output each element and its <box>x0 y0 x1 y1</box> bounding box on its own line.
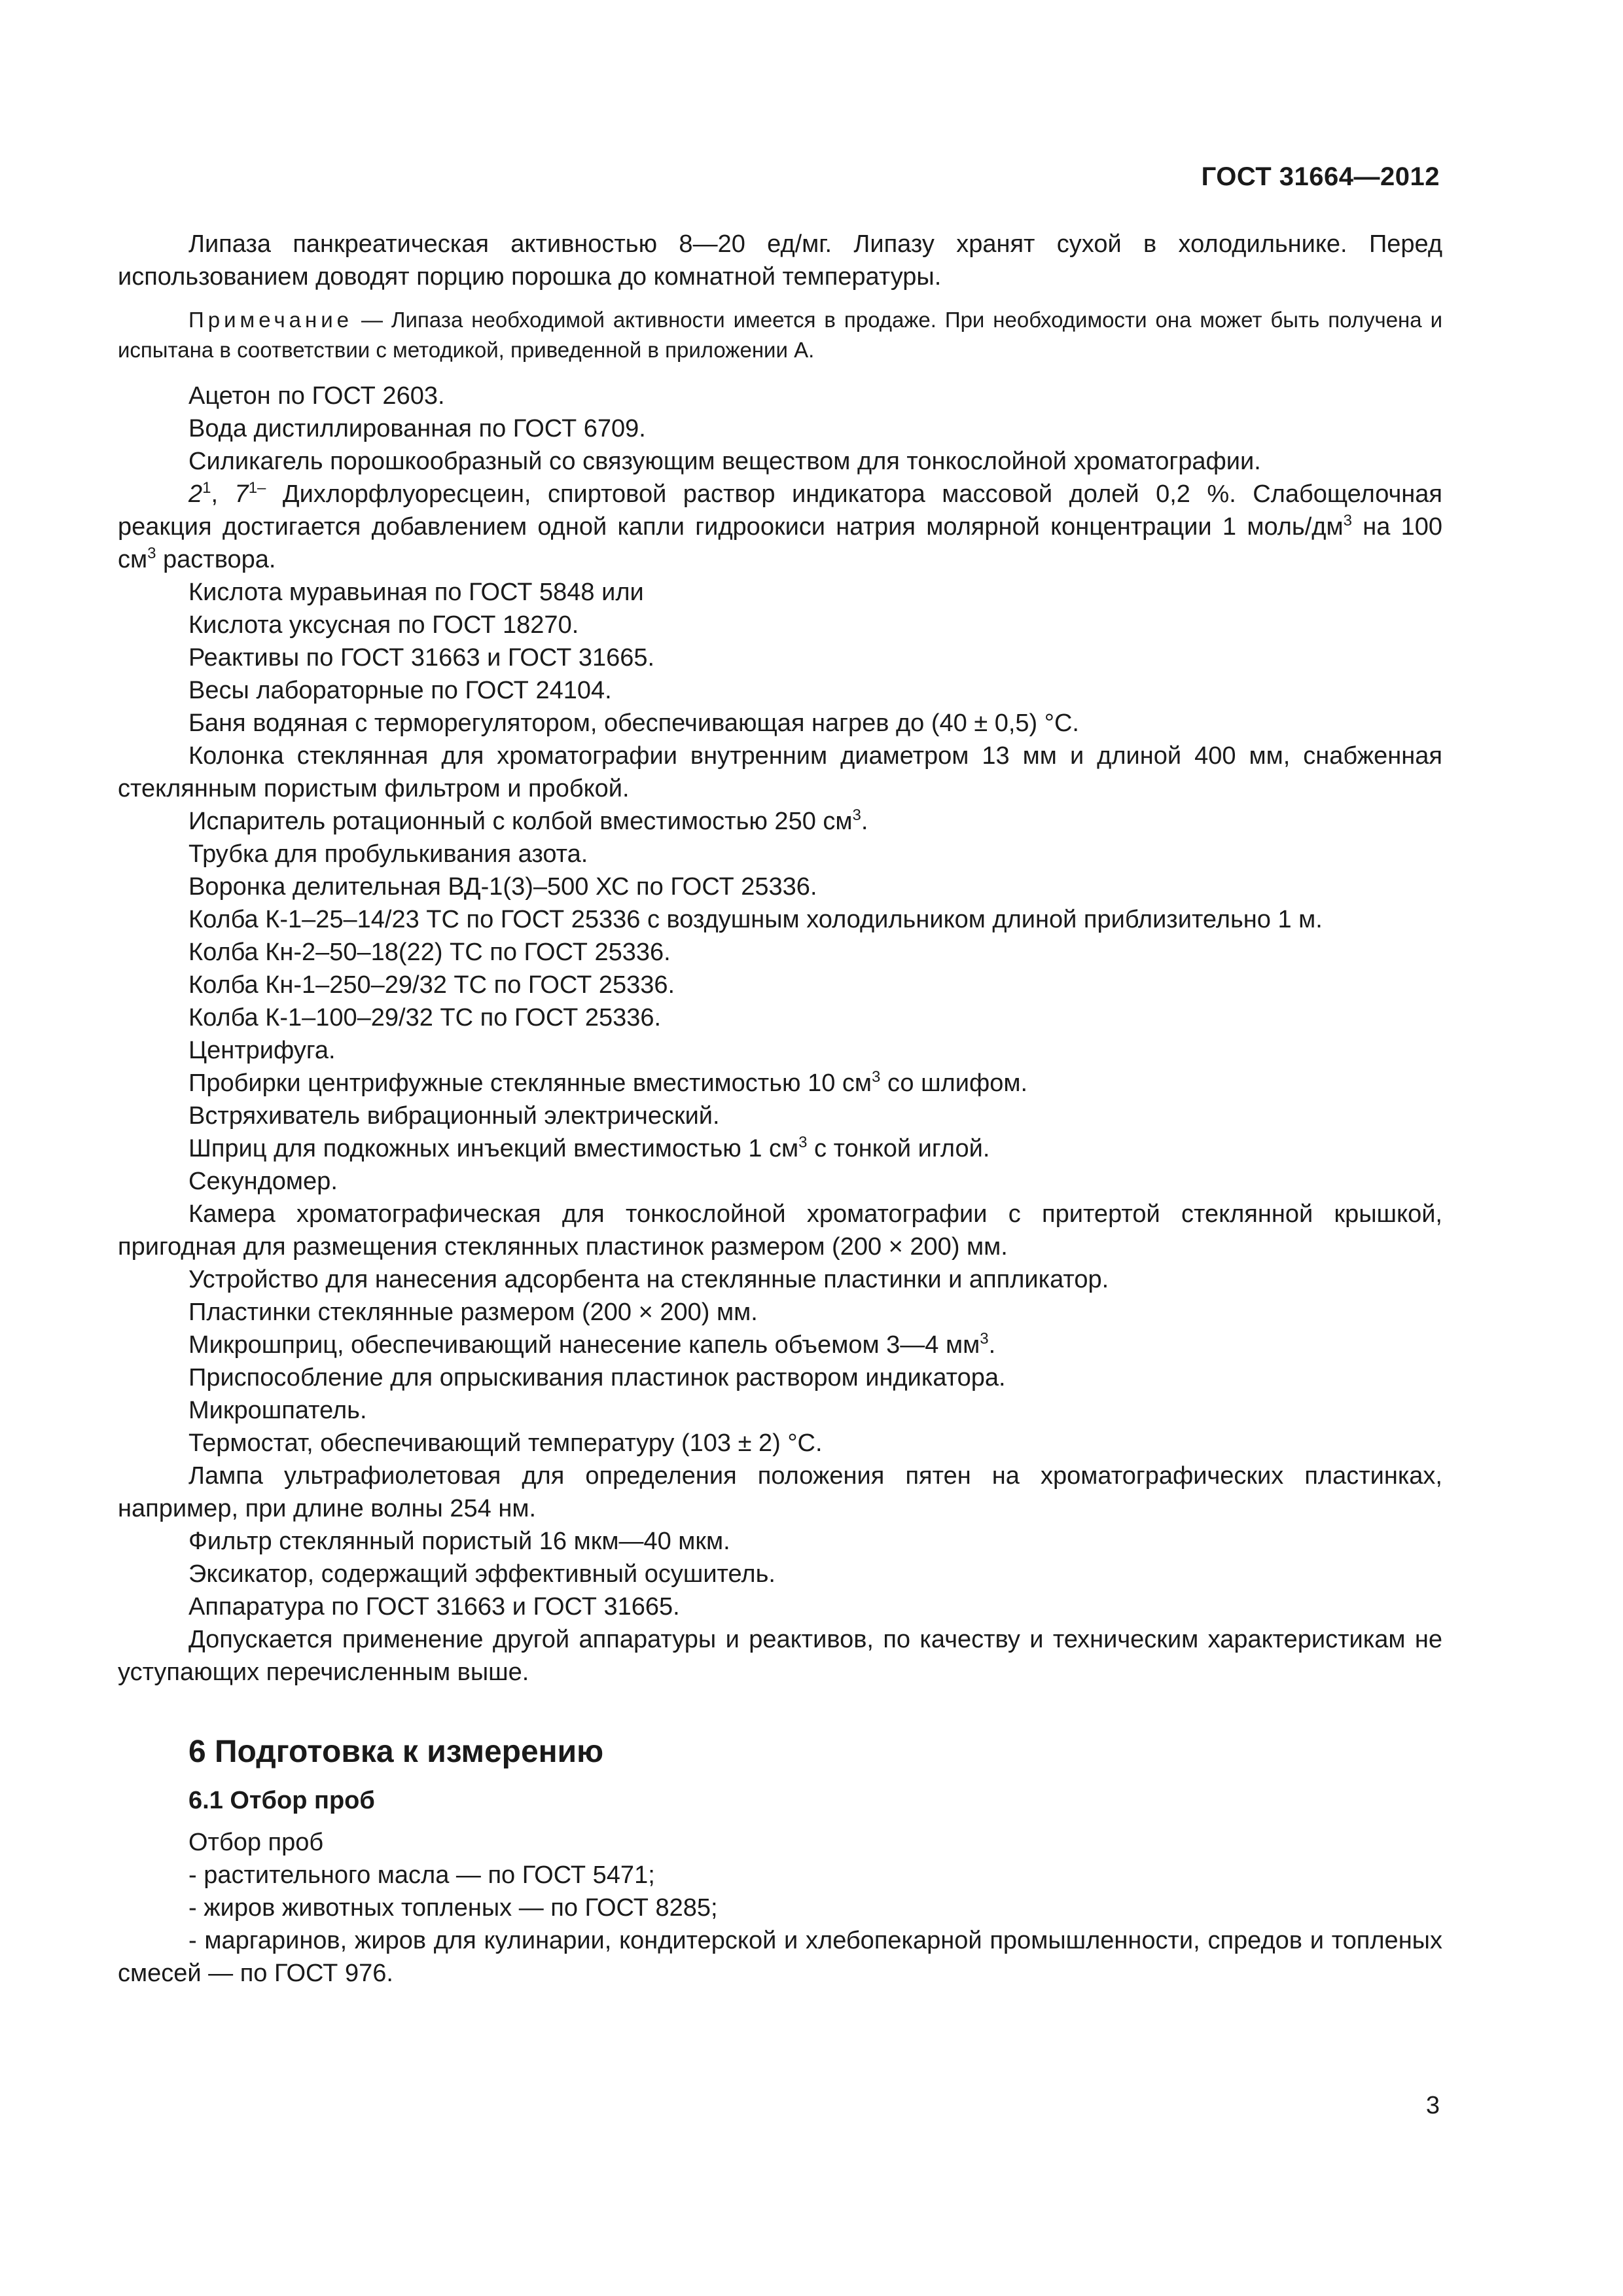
list-item: Пластинки стеклянные размером (200 × 200) мм. <box>188 1299 758 1326</box>
list-item: Колба Кн-1–250–29/32 ТС по ГОСТ 25336. <box>188 971 675 999</box>
list-item: Колба К-1–25–14/23 ТС по ГОСТ 25336 с воздушным холодильником длиной приблизительно 1 м. <box>188 906 1323 933</box>
list-item: Ацетон по ГОСТ 2603. <box>188 382 445 410</box>
note-label: Примечание <box>188 308 353 332</box>
list-item: Силикагель порошкообразный со связующим веществом для тонкослойной хроматографии. <box>188 448 1261 475</box>
list-item: Эксикатор, содержащий эффективный осушитель. <box>188 1560 776 1588</box>
note-paragraph <box>118 305 1442 365</box>
list-item: Аппаратура по ГОСТ 31663 и ГОСТ 31665. <box>188 1593 680 1621</box>
list-item: Секундомер. <box>188 1168 338 1195</box>
list-item: Весы лабораторные по ГОСТ 24104. <box>188 677 612 704</box>
list-item: Колба К-1–100–29/32 ТС по ГОСТ 25336. <box>188 1004 662 1031</box>
list-item: Трубка для пробулькивания азота. <box>188 840 588 868</box>
list-item: Камера хроматографическая для тонкослойной хроматографии с притертой стеклянной крышкой, пригодная для размещения стеклянных пластинок размером (200 × 200) мм. <box>118 1200 1442 1261</box>
list-item: Реактивы по ГОСТ 31663 и ГОСТ 31665. <box>188 644 655 672</box>
list-item-microsyringe: Микрошприц, обеспечивающий нанесение капель объемом 3—4 $мм^3$. <box>188 1330 996 1359</box>
paragraph-sampling-intro: Отбор проб <box>188 1829 324 1856</box>
list-item-syringe: Шприц для подкожных инъекций вместимостью 1 $см^3$ с тонкой иглой. <box>188 1134 990 1162</box>
list-item: Баня водяная с терморегулятором, обеспечивающая нагрев до (40 ± 0,5) °С. <box>188 709 1079 737</box>
indicator-number-1: 2 <box>188 480 203 508</box>
document-body <box>118 228 1442 1990</box>
list-item: Лампа ультрафиолетовая для определения положения пятен на хроматографических пластинках, например, при длине волны 254 нм. <box>118 1462 1442 1522</box>
list-item: Кислота муравьиная по ГОСТ 5848 или <box>188 579 644 606</box>
page-number: 3 <box>1425 2092 1440 2119</box>
list-item: Фильтр стеклянный пористый 16 мкм—40 мкм. <box>188 1528 730 1555</box>
section-heading: 6 Подготовка к измерению <box>188 1734 604 1769</box>
list-item: Допускается применение другой аппаратуры и реактивов, по качеству и техническим характеристикам не уступающих перечисленным выше. <box>118 1626 1442 1686</box>
list-item: - растительного масла — по ГОСТ 5471; <box>188 1861 655 1889</box>
list-item: Воронка делительная ВД-1(3)–500 ХС по ГОСТ 25336. <box>188 873 817 901</box>
list-item-evaporator: Испаритель ротационный с колбой вместимостью 250 $см^3$. <box>188 806 868 835</box>
list-item: Колонка стеклянная для хроматографии внутренним диаметром 13 мм и длиной 400 мм, снабженная стеклянным пористым фильтром и пробкой. <box>118 742 1442 802</box>
list-item: Центрифуга. <box>188 1037 336 1064</box>
paragraph-lipase: Липаза панкреатическая активностью 8—20 ед/мг. Липазу хранят сухой в холодильнике. Перед использованием доводят порцию порошка до комнатной температуры. <box>118 230 1442 291</box>
list-item: Микрошпатель. <box>188 1397 367 1424</box>
list-item: - маргаринов, жиров для кулинарии, кондитерской и хлебопекарной промышленности, спредов и топленых смесей — по ГОСТ 976. <box>118 1927 1442 1987</box>
list-item: Вода дистиллированная по ГОСТ 6709. <box>188 415 646 442</box>
indicator-number-2: 7 <box>234 480 249 508</box>
list-item: Кислота уксусная по ГОСТ 18270. <box>188 611 579 639</box>
list-item: Колба Кн-2–50–18(22) ТС по ГОСТ 25336. <box>188 939 671 966</box>
subsection-heading: 6.1 Отбор проб <box>188 1787 375 1814</box>
note-text: — Липаза необходимой активности имеется в продаже. При необходимости она может быть получена и испытана в соответствии с методикой, приведенной в приложении А. <box>118 308 1442 362</box>
list-item: - жиров животных топленых — по ГОСТ 8285; <box>188 1894 718 1922</box>
list-item: Приспособление для опрыскивания пластинок раствором индикатора. <box>188 1364 1006 1391</box>
list-item-tubes: Пробирки центрифужные стеклянные вместимостью 10 $см^3$ со шлифом. <box>188 1068 1028 1097</box>
list-item: Термостат, обеспечивающий температуру (103 ± 2) °С. <box>188 1429 823 1457</box>
list-item: Встряхиватель вибрационный электрический. <box>188 1102 720 1130</box>
document-code: ГОСТ 31664—2012 <box>1201 162 1440 191</box>
list-item: Устройство для нанесения адсорбента на стеклянные пластинки и аппликатор. <box>188 1266 1109 1293</box>
paragraph-indicator: $2^1$, $7^{1-}$ Дихлорфлуоресцеин, спиртовой раствор индикатора массовой долей 0,2 %. Слабощелочная реакция достигается добавлением одной капли гидроокиси натрия молярной концентрации 1 моль/$дм^3$ на 100 $см^3$ раствора. <box>118 479 1443 573</box>
